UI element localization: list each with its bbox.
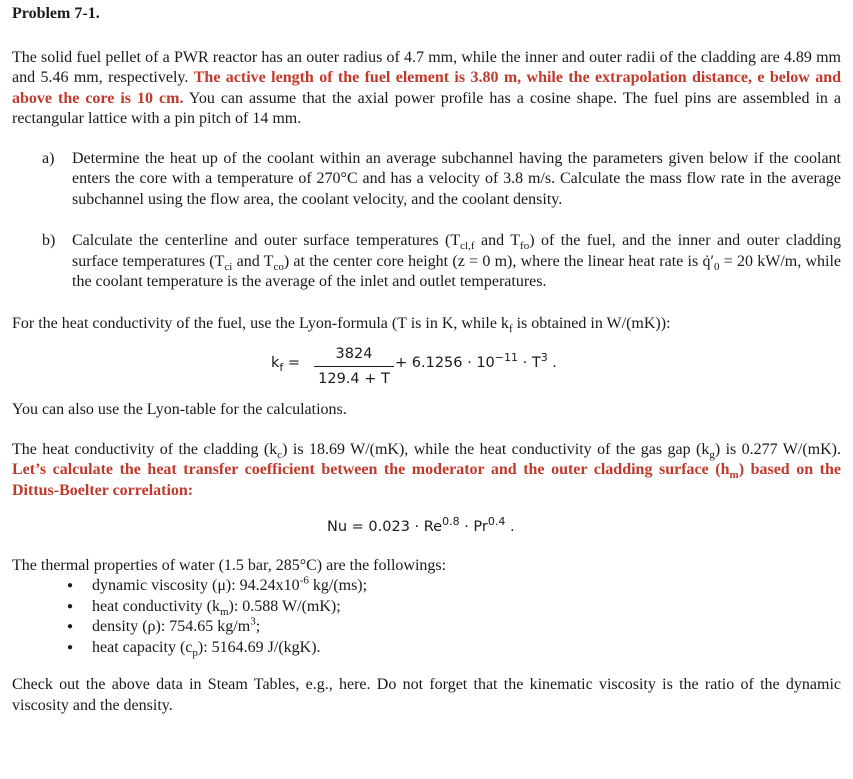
task-a-text: Determine the heat up of the coolant within an average subchannel having the parameters given below if the coolant enters the core with a temperature of 270°C and has a velocity of 3.8 m/s. Calculate the mass flow rate in the average subchannel using the flow area, the coolant velocity, and the coolant density. xyxy=(72,149,841,208)
task-b-text: Calculate the centerline and outer surface temperatures ($T_{cl,f}$ and $T_{fo}$) of the fuel, and the inner and outer cladding surface temperatures ($T_{ci}$ and $T_{co}$) at the center core height (z = 0 m), where the linear heat rate is $q̇'_0 = 20$ kW/m, while the coolant temperature is the average of the inlet and outlet temperatures. xyxy=(72,232,842,290)
task-a-label: a) xyxy=(42,149,55,167)
intro-text-2: You can assume that the axial power profile has a cosine shape. The fuel pins are assembled in a rectangular lattice with a pin pitch of 14 mm. xyxy=(12,89,841,127)
lyon-formula xyxy=(12,334,841,400)
dittus-boelter-formula: $Nu = 0.023 \cdot Re^{0.8} \cdot Pr^{0.4}$ . xyxy=(327,515,515,535)
lyon-denominator: 129.4 + T xyxy=(318,371,390,387)
lyon-numerator: 3824 xyxy=(335,346,373,362)
lyon-rhs: + $6.1256 \cdot 10^{-11} \cdot T^3$ . xyxy=(395,351,557,371)
list-item: ● heat conductivity $(k_m)$: 0.588 W/(mK); xyxy=(92,597,841,618)
list-item: ● heat capacity $(c_p)$: 5164.69 J/(kgK). xyxy=(92,638,841,659)
cladding-highlight: Let’s calculate the heat transfer coefficient between the moderator and the outer cladding surface $(h_m)$ based on the Dittus-Boelter correlation: xyxy=(12,461,842,499)
properties-list xyxy=(12,576,841,658)
properties-intro: The thermal properties of water (1.5 bar, 285°C) are the followings: xyxy=(12,556,447,574)
list-item: ● dynamic viscosity (μ): $94.24x10^{-6}$ kg/(ms); xyxy=(92,576,841,597)
task-a xyxy=(12,149,841,211)
lyon-lhs: $k_f$ = xyxy=(271,355,301,374)
task-b-label: b) xyxy=(42,232,56,249)
lyon-fraction xyxy=(314,344,394,390)
intro-text-1: The solid fuel pellet of a PWR reactor has an outer radius of 4.7 mm, while the inner and outer radii of the cladding are 4.89 mm and 5.46 mm, respectively. xyxy=(12,48,841,86)
task-list xyxy=(12,149,841,293)
problem-intro xyxy=(12,48,841,130)
footer-note: Check out the above data in Steam Tables, e.g., here. Do not forget that the kinematic viscosity is the ratio of the dynamic viscosity and the density. xyxy=(12,676,841,714)
lyon-intro: For the heat conductivity of the fuel, use the Lyon-formula (T is in K, while $k_f$ is obtained in W/(mK)): xyxy=(12,314,671,335)
list-item: ● density (ρ): 754.65 $kg/m^3$; xyxy=(92,617,841,638)
task-b xyxy=(12,231,841,293)
lyon-table-note: You can also use the Lyon-table for the calculations. xyxy=(12,401,347,418)
problem-title: Problem 7-1. xyxy=(12,5,100,22)
cladding-paragraph: The heat conductivity of the cladding $(k_c)$ is 18.69 W/(mK), while the heat conductivity of the gas gap $(k_g)$ is 0.277 W/(mK). Let’s calculate the heat transfer coefficient between the moderator and the outer cladding surface $(h_m)$ based on the Dittus-Boelter correlation: xyxy=(12,440,842,499)
intro-highlight: The active length of the fuel element is 3.80 m, while the extrapolation distance, e below and above the core is 10 cm. xyxy=(12,69,841,107)
